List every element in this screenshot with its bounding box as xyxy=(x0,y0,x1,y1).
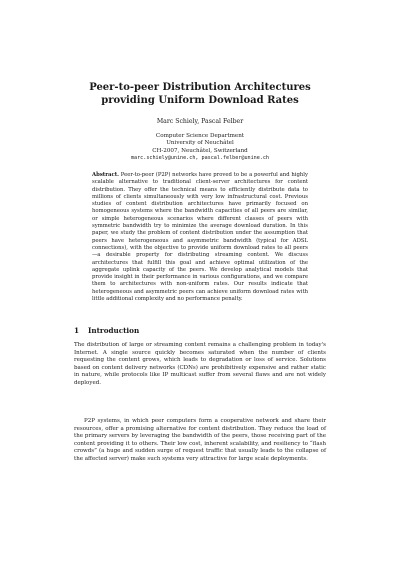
body-paragraph-2: P2P systems, in which peer computers form a cooperative network and share their resources, offer a promising alternative for content distribution. They reduce the load of the primary servers by leveraging the bandwidth of the peers, those receiving part of the content providing it to others. Their low cost, inherent scalability, and resiliency to “flash crowds” (a huge and sudden surge of request traffic that usually leads to the collapse of the affected server) make such systems very attractive for large scale deployments. xyxy=(74,418,326,462)
abstract-label: Abstract. xyxy=(92,172,119,178)
section-heading-introduction xyxy=(74,326,326,335)
section-number: 1 xyxy=(74,326,80,335)
title-line-1: Peer-to-peer Distribution Architectures xyxy=(89,82,311,93)
affiliation-department: Computer Science Department xyxy=(155,133,245,139)
author-names: Marc Schiely, Pascal Felber xyxy=(156,118,244,125)
abstract xyxy=(92,172,308,303)
author-emails: marc.schiely@unine.ch, pascal.felber@unine.ch xyxy=(130,155,269,162)
affiliation-block xyxy=(74,133,326,163)
abstract-text: Peer-to-peer (P2P) networks have proved to be a powerful and highly scalable alternative to traditional client-server architectures for content distribution. They offer the technical means to efficiently distribute data to millions of clients simultaneously with very low infrastructural cost. Previous studies of content distribution architectures have primarily focused on homogeneous systems where the bandwidth capacities of all peers are similar, or simple heterogeneous scenarios where different classes of peers with symmetric bandwidth try to minimize the average download duration. In this paper, we study the problem of content distribution under the assumption that peers have heterogeneous and asymmetric bandwidth (typical for ADSL connections), with the objective to provide uniform download rates to all peers—a desirable property for distributing streaming content. We discuss architectures that fulfill this goal and achieve optimal utilization of the aggregate uplink capacity of the peers. We develop analytical models that provide insight in their performance in various configurations, and we compare them to architectures with non-uniform rates. Our results indicate that heterogeneous and asymmetric peers can achieve uniform download rates with little additional complexity and no performance penalty. xyxy=(92,172,308,303)
section-title: Introduction xyxy=(88,326,140,335)
affiliation-address: CH-2007, Neuchâtel, Switzerland xyxy=(152,147,248,154)
title-line-2: providing Uniform Download Rates xyxy=(101,95,299,106)
paper-page xyxy=(74,0,326,566)
paper-title xyxy=(74,81,326,107)
body-paragraph-1: The distribution of large or streaming content remains a challenging problem in today's Internet. A single source quickly becomes saturated when the number of clients requesting the content grows, which leads to degradation or loss of service. Solutions based on content delivery networks (CDNs) are prohibitively expensive and rather static in nature, while protocols like IP multicast suffer from several flaws and are not widely deployed. xyxy=(74,342,326,386)
affiliation-university: University of Neuchâtel xyxy=(166,140,234,147)
